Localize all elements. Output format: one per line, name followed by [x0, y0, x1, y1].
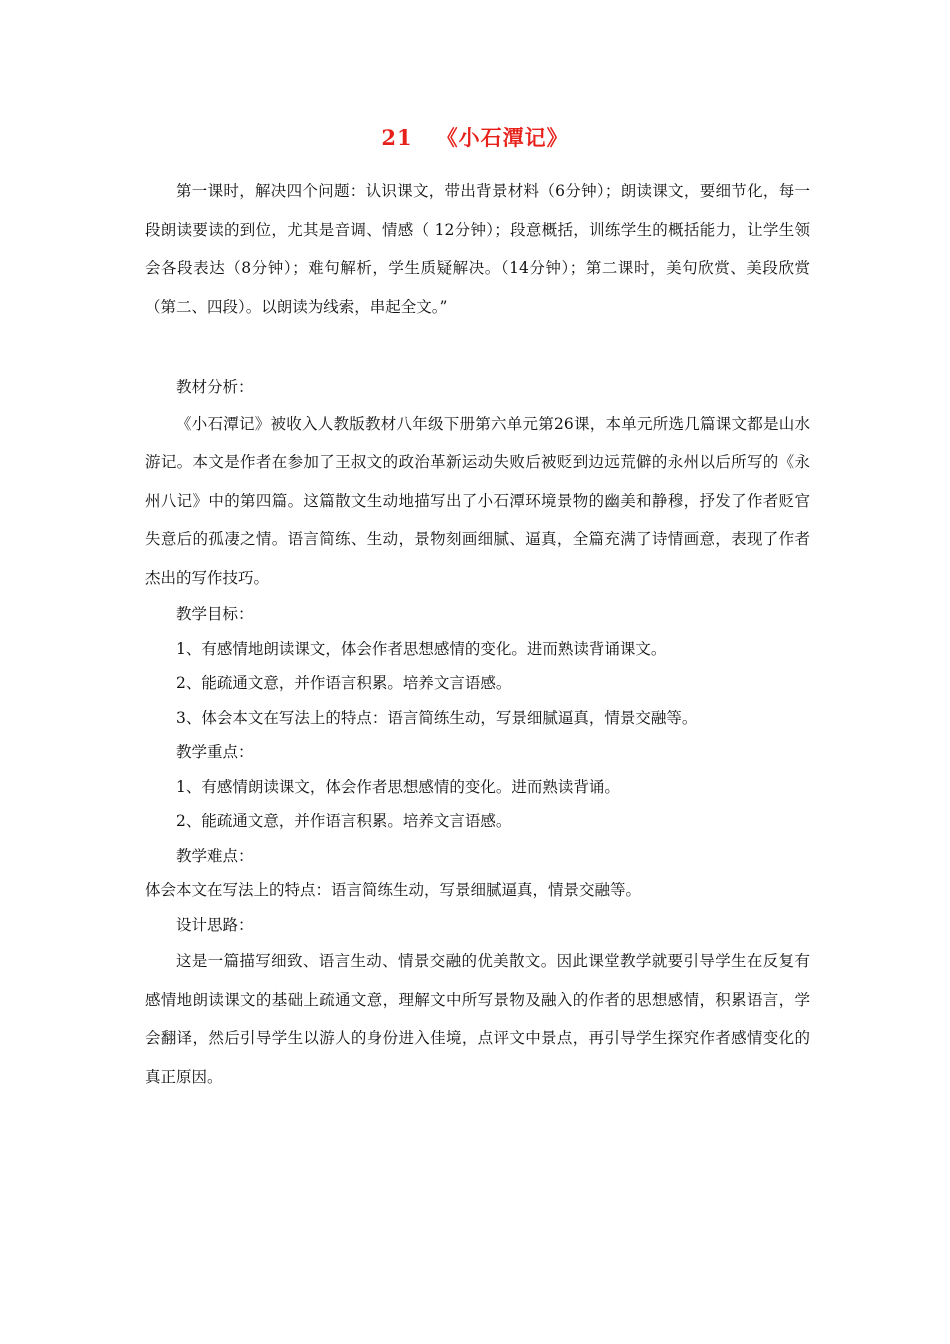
goal-item: 3、体会本文在写法上的特点：语言简练生动，写景细腻逼真，情景交融等。 [176, 708, 698, 727]
goals-heading: 教学目标： [176, 605, 254, 623]
design-paragraph: 这是一篇描写细致、语言生动、情景交融的优美散文。因此课堂教学就要引导学生在反复有感情地朗读课文的基础上疏通文意，理解文中所写景物及融入的作者的思想感情，积累语言，学会翻译，然后引导学生以游人的身份进入佳境，点评文中景点，再引导学生探究作者感情变化的真正原因。 [145, 952, 810, 1086]
difficulty-text: 体会本文在写法上的特点：语言简练生动，写景细腻逼真，情景交融等。 [145, 881, 642, 899]
intro-paragraph: 第一课时，解决四个问题：认识课文，带出背景材料（6分钟）；朗读课文，要细节化，每一段朗读要读的到位，尤其是音调、情感（ 12分钟）；段意概括，训练学生的概括能力，让学生领会各段表达（8分钟）；难句解析，学生质疑解决。（14分钟）；第二课时，美句欣赏、美段欣赏 （第二、四段）。以朗读为线索，串起全文。” [145, 182, 810, 316]
analysis-heading: 教材分析： [176, 378, 254, 396]
key-points-heading: 教学重点： [176, 743, 254, 761]
section-gap [145, 326, 810, 370]
document-body [145, 172, 810, 1096]
goal-item: 1、有感情地朗读课文，体会作者思想感情的变化。进而熟读背诵课文。 [176, 639, 667, 658]
goal-item: 2、能疏通文意，并作语言积累。培养文言语感。 [176, 674, 512, 692]
page-title [0, 122, 950, 152]
design-heading: 设计思路： [176, 915, 254, 934]
key-point-item: 2、能疏通文意，并作语言积累。培养文言语感。 [176, 812, 512, 830]
difficulty-heading: 教学难点： [176, 846, 254, 865]
analysis-paragraph: 《小石潭记》被收入人教版教材八年级下册第六单元第26课，本单元所选几篇课文都是山水游记。本文是作者在参加了王叔文的政治革新运动失败后被贬到边远荒僻的永州以后所写的《永州八记》中的第四篇。这篇散文生动地描写出了小石潭环境景物的幽美和静穆，抒发了作者贬官失意后的孤凄之情。语言简练、生动，景物刻画细腻、逼真，全篇充满了诗情画意，表现了作者杰出的写作技巧。 [145, 414, 810, 587]
key-point-item: 1、有感情朗读课文，体会作者思想感情的变化。进而熟读背诵。 [176, 777, 620, 796]
title-text: 《小石潭记》 [436, 125, 569, 150]
title-number: 21 [381, 125, 413, 150]
